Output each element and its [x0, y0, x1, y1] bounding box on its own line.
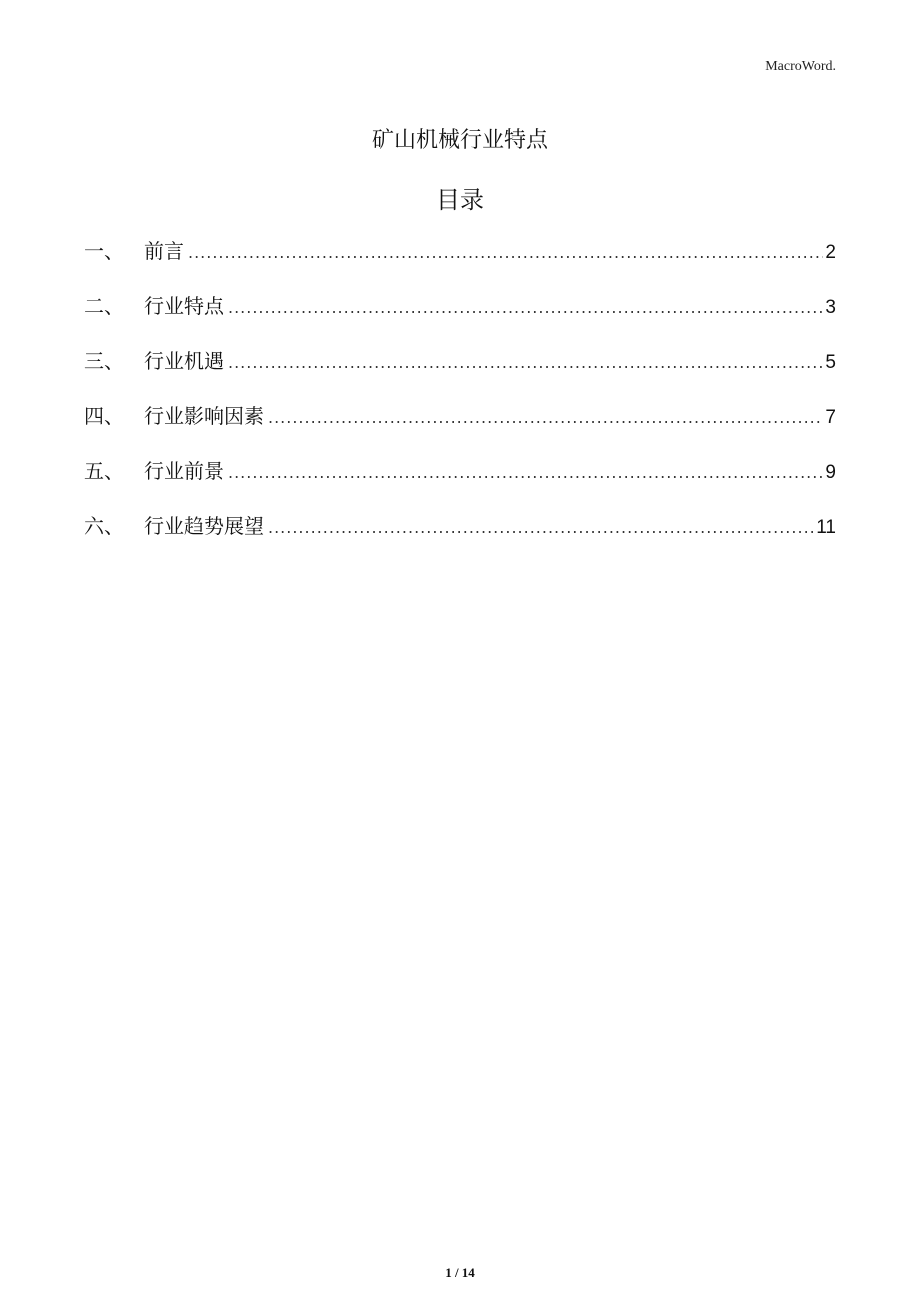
toc-dot-leader [228, 349, 823, 377]
toc-entry-number: 五、 [84, 459, 124, 483]
header-brand: MacroWord. [765, 59, 836, 74]
toc-entry-page: 11 [816, 517, 836, 538]
toc-entry-number: 一、 [84, 239, 124, 263]
toc-entry-number: 二、 [84, 294, 124, 318]
toc-entry-page: 3 [825, 297, 836, 318]
toc-dot-leader [188, 239, 823, 267]
toc-entry-3[interactable] [84, 347, 836, 402]
toc-entry-6[interactable] [84, 512, 836, 567]
table-of-contents [84, 237, 836, 567]
toc-entry-title: 行业趋势展望 [144, 514, 264, 538]
toc-entry-page: 2 [825, 242, 836, 263]
toc-entry-2[interactable] [84, 292, 836, 347]
toc-dot-leader [268, 514, 814, 542]
toc-entry-1[interactable] [84, 237, 836, 292]
toc-entry-number: 六、 [84, 514, 124, 538]
page-indicator: 1 / 14 [445, 1265, 475, 1280]
toc-entry-title: 前言 [144, 239, 184, 263]
toc-entry-number: 三、 [84, 349, 124, 373]
toc-entry-5[interactable] [84, 457, 836, 512]
toc-entry-title: 行业影响因素 [144, 404, 264, 428]
toc-entry-page: 7 [825, 407, 836, 428]
toc-entry-page: 9 [825, 462, 836, 483]
toc-entry-title: 行业前景 [144, 459, 224, 483]
toc-dot-leader [228, 459, 823, 487]
toc-dot-leader [228, 294, 823, 322]
toc-dot-leader [268, 404, 823, 432]
toc-entry-page: 5 [825, 352, 836, 373]
toc-entry-title: 行业机遇 [144, 349, 224, 373]
toc-heading: 目录 [436, 186, 484, 214]
toc-entry-title: 行业特点 [144, 294, 224, 318]
toc-entry-4[interactable] [84, 402, 836, 457]
document-title: 矿山机械行业特点 [371, 128, 548, 153]
toc-entry-number: 四、 [84, 404, 124, 428]
